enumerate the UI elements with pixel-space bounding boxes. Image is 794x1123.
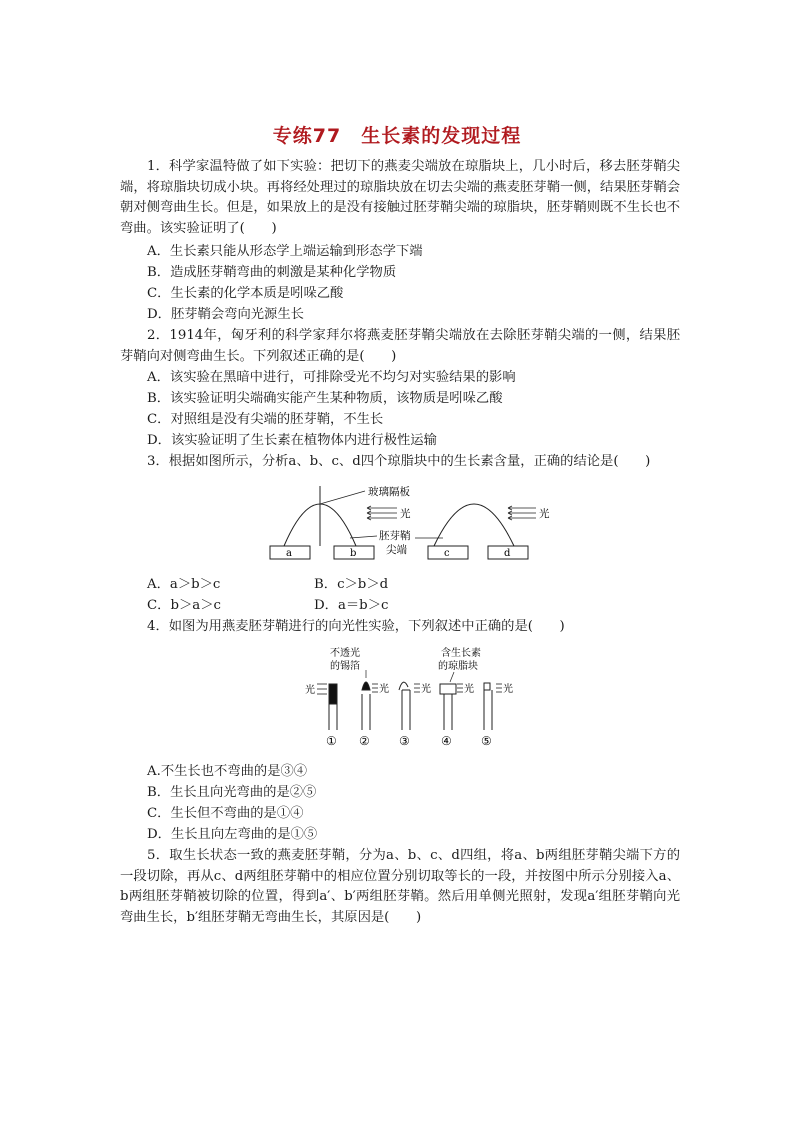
question-3-option-a: A．a＞b＞c bbox=[147, 577, 221, 592]
question-1-option-d: D．胚芽鞘会弯向光源生长 bbox=[147, 307, 304, 322]
light-arrows-3 bbox=[414, 684, 420, 692]
question-4-option-d: D．生长且向左弯曲的是①⑤ bbox=[147, 827, 318, 842]
question-1-option-a: A．生长素只能从形态学上端运输到形态学下端 bbox=[147, 244, 423, 259]
glass-label-leader bbox=[320, 491, 365, 504]
light-label-right: 光 bbox=[539, 508, 550, 520]
light-label-2: 光 bbox=[379, 684, 389, 695]
question-4-figure bbox=[304, 646, 520, 748]
question-3-stem: 3．根据如图所示，分析a、b、c、d四个琼脂块中的生长素含量，正确的结论是( ) bbox=[147, 454, 651, 469]
light-arrows-right bbox=[508, 506, 536, 520]
question-1-option-c: C．生长素的化学本质是吲哚乙酸 bbox=[147, 286, 344, 301]
question-2-stem: 2．1914年，匈牙利的科学家拜尔将燕麦胚芽鞘尖端放在去除胚芽鞘尖端的一侧，结果胚芽鞘向对侧弯曲生长。下列叙述正确的是( ) bbox=[120, 328, 680, 364]
light-arrows-1 bbox=[317, 684, 327, 694]
coleoptile-tip-right bbox=[434, 504, 514, 546]
light-label-4: 光 bbox=[464, 684, 474, 695]
page-title: 专练77 生长素的发现过程 bbox=[272, 125, 522, 147]
glass-label: 玻璃隔板 bbox=[368, 486, 410, 498]
question-3-option-d: D．a＝b＞c bbox=[314, 598, 389, 613]
question-5-stem: 5．取生长状态一致的燕麦胚芽鞘，分为a、b、c、d四组，将a、b两组胚芽鞘尖端下方的一段切除，再从c、d两组胚芽鞘中的相应位置分别切取等长的一段，并按图中所示分别接入a、b两组胚芽鞘被切除的位置，得到a′、b′两组胚芽鞘。然后用单侧光照射，发现a′组胚芽鞘向光弯曲生长，b′组胚芽鞘无弯曲生长，其原因是( ) bbox=[120, 848, 680, 925]
light-arrows-4 bbox=[457, 684, 463, 692]
number-label-4: ④ bbox=[441, 734, 452, 748]
question-3-figure bbox=[262, 480, 552, 562]
number-label-2: ② bbox=[359, 734, 370, 748]
question-4-option-b: B．生长且向光弯曲的是②⑤ bbox=[147, 785, 317, 800]
agar-label-d: d bbox=[504, 548, 511, 559]
coleoptile-1 bbox=[329, 684, 337, 730]
question-3-option-b: B．c＞b＞d bbox=[314, 577, 389, 592]
light-arrows-left bbox=[367, 506, 397, 520]
light-label-left: 光 bbox=[400, 508, 411, 520]
number-label-1: ① bbox=[326, 734, 337, 748]
coleoptile-4 bbox=[440, 672, 456, 730]
coleoptile-5 bbox=[484, 683, 492, 730]
coleoptile-3 bbox=[399, 682, 410, 730]
question-2-option-a: A．该实验在黑暗中进行，可排除受光不均匀对实验结果的影响 bbox=[147, 370, 516, 385]
question-1-option-b: B．造成胚芽鞘弯曲的刺激是某种化学物质 bbox=[147, 265, 397, 280]
foil-label-line1: 不透光 bbox=[330, 648, 360, 659]
coleoptile-2 bbox=[362, 670, 370, 730]
question-4-option-a: A.不生长也不弯曲的是③④ bbox=[147, 764, 308, 779]
foil-label-line2: 的锡箔 bbox=[330, 661, 360, 672]
tip-label-line2: 尖端 bbox=[386, 544, 407, 556]
agar-label-b: b bbox=[350, 548, 357, 559]
tip-label-leader bbox=[350, 536, 377, 538]
question-2-option-c: C．对照组是没有尖端的胚芽鞘，不生长 bbox=[147, 412, 384, 427]
number-label-5: ⑤ bbox=[481, 734, 492, 748]
number-label-3: ③ bbox=[399, 734, 410, 748]
tip-label-line1: 胚芽鞘 bbox=[379, 530, 411, 542]
question-2-option-b: B．该实验证明尖端确实能产生某种物质，该物质是吲哚乙酸 bbox=[147, 391, 503, 406]
question-2-option-d: D．该实验证明了生长素在植物体内进行极性运输 bbox=[147, 433, 437, 448]
question-1-stem: 1．科学家温特做了如下实验：把切下的燕麦尖端放在琼脂块上，几小时后，移去胚芽鞘尖端，将琼脂块切成小块。再将经处理过的琼脂块放在切去尖端的燕麦胚芽鞘一侧，结果胚芽鞘会朝对侧弯曲生长。但是，如果放上的是没有接触过胚芽鞘尖端的琼脂块，胚芽鞘则既不生长也不弯曲。该实验证明了( ) bbox=[120, 159, 680, 236]
question-4-option-c: C．生长但不弯曲的是①④ bbox=[147, 806, 304, 821]
agar-label-line2: 的琼脂块 bbox=[438, 661, 478, 672]
agar-label-a: a bbox=[286, 548, 292, 559]
light-label-3: 光 bbox=[421, 684, 431, 695]
light-arrows-5 bbox=[496, 684, 502, 692]
agar-label-c: c bbox=[444, 548, 450, 559]
question-4-stem: 4．如图为用燕麦胚芽鞘进行的向光性实验，下列叙述中正确的是( ) bbox=[147, 619, 565, 634]
agar-label-line1: 含生长素 bbox=[441, 648, 481, 659]
question-3-option-c: C．b＞a＞c bbox=[147, 598, 221, 613]
light-arrows-2 bbox=[372, 684, 378, 692]
light-label-1: 光 bbox=[305, 685, 315, 696]
light-label-5: 光 bbox=[503, 684, 513, 695]
